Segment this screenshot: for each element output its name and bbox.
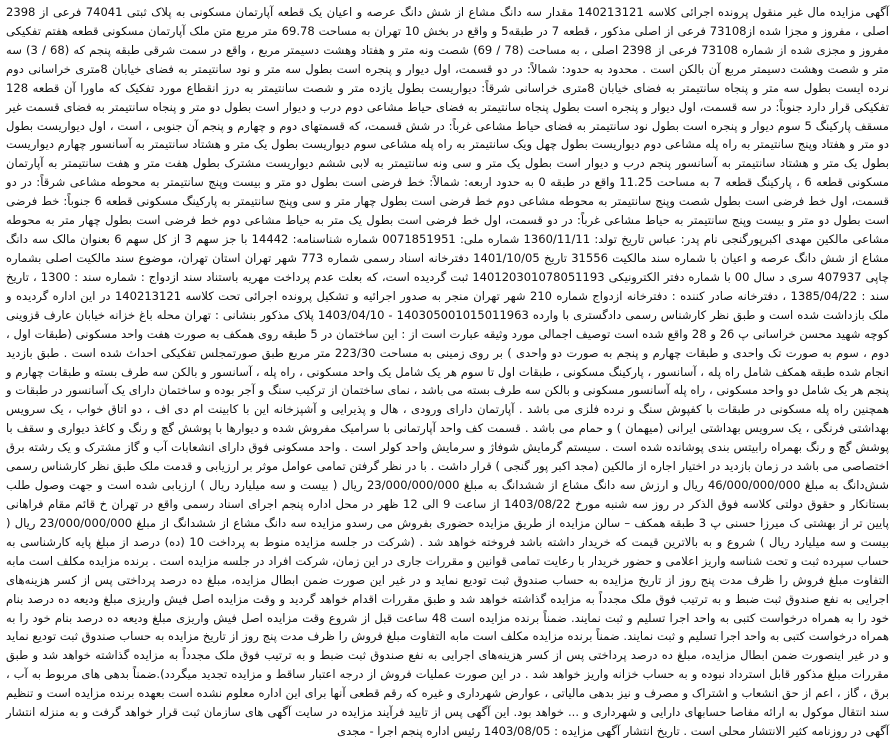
auction-notice-body: آگهی مزایده مال غیر منقول پرونده اجرائی کلاسه 140213121 مقدار سه دانگ مشاع از شش دانگ عرصه و اعیان یک قطعه آپارتمان مسکونی به پلاک ثبتی 74041 فرعی از 2398 اصلی ، مفروز و مجزا شده از73108 فرعی از اصلی مذکور ، قطعه 7 در طبقه5 و واقع در بخش 10 تهران به مساحت 69.78 متر مربع متن ملک آپارتمان مسکونی قطعه هفتم تفکیکی مفروز و مجزی شده از شماره 73108 فرعی از 2398 اصلی ، به مساحت (78 / 69) شصت ونه متر و هفتاد وهشت دسیمتر مربع ، واقع در سمت شرقی طبقه پنجم که (68 / 3) سه متر و شصت وهشت دسیمتر مربع آن بالکن است . محدود به حدود: شمالاً: در دو قسمت، اول دیوار و پنجره است بطول سه متر و نود سانتیمتر به فضای خیابان 8متری خراسانی دوم نرده ایست بطول سه متر و پنجاه سانتیمتر به فضای خیابان 8متری خراسانی شرقاً: دیواریست بطول یازده متر و شصت سانتیمتر به درز انقطاع مورد تفکیک که ماورا آن قطعه 128 تفکیکی قرار دارد جنوباً: در سه قسمت، اول دیوار و پنجره است بطول پنجاه سانتیمتر به فضای حیاط مشاعی دوم درب و دیوار است بطول دو متر و پنجاه سانتیمتر به فضای قسمت غیر مسقف پارکینگ 5 سوم دیوار و پنجره است بطول نود سانتیمتر به فضای حیاط مشاعی غرباً: در شش قسمت، که قسمتهای دوم و چهارم و پنجم آن جنوبی ، است ، اول دیواریست بطول دو متر و هفتاد وپنج سانتیمتر به راه پله مشاعی دوم دیواریست بطول چهل ویک سانتیمتر به راه پله مشاعی سوم دیواریست بطول یک متر و هشتاد سانتیمتر به آسانسور چهارم دیواریست بطول یک متر و هشتاد سانتیمتر به آسانسور پنجم درب و دیوار است بطول یک متر و سی ونه سانتیمتر به لابی ششم دیواریست مشترک بطول هفت متر و هفت سانتیمتر به آپارتمان مسکونی قطعه 6 ، پارکینگ قطعه 7 به مساحت 11.25 واقع در طبقه 0 به حدود اربعه: شمالاً: خط فرضی است بطول دو متر و بیست وپنج سانتیمتر به محوطه مشاعی شرقاً: در دو قسمت، اول خط فرضی است بطول شصت وپنج سانتیمتر به محوطه مشاعی دوم خط فرضی است بطول چهار متر و سی وپنج سانتیمتر به پارکینگ مسکونی قطعه 6 جنوباً: خط فرضی است بطول دو متر و بیست وپنج سانتیمتر به حیاط مشاعی غرباً: در دو قسمت، اول خط فرضی است بطول یک متر به حیاط مشاعی دوم خط فرضی است بطول چهار متر به محوطه مشاعی مالکین مهدی اکبرپورگنجی نام پدر: عباس تاریخ تولد: 1360/11/11 شماره ملی: 0071851951 شماره شناسنامه: 14442 با جز سهم 3 از کل سهم 6 بعنوان مالک سه دانگ مشاع از شش دانگ عرصه و اعیان با شماره سند مالکیت 31556 تاریخ 1401/10/05 دفترخانه اسناد رسمی شماره 773 شهر تهران استان تهران، موضوع سند مالکیت اصلی بشماره چاپی 407937 سری د سال 00 با شماره دفتر الکترونیکی 140120301078051193 ثبت گردیده است، که بعلت عدم پرداخت مهریه باستناد سند ازدواج : شماره سند : 1300 ، تاریخ سند : 1385/04/22 ، دفترخانه صادر کننده : دفترخانه ازدواج شماره 210 شهر تهران منجر به صدور اجرائیه و تشکیل پرونده اجرائی تحت کلاسه 140213121 در این اداره گردیده و ملک بازداشت شده است و طبق نظر کارشناس رسمی دادگستری با وارده 140305001015011963 - 1403/04/10 پلاک مذکور بنشانی : تهران محله باغ خزانه خیابان عارف قزوینی کوچه شهید محسن خراسانی پ 26 و 28 واقع شده است توصیف اجمالی مورد وثیقه عبارت است از : این ساختمان در 5 طبقه روی همکف به صورت هفت واحد مسکونی (طبقات اول ، دوم ، سوم به صورت تک واحدی و طبقات چهارم و پنجم به صورت دو واحدی ) بر روی زمینی به مساحت 223/30 متر مربع طبق صورتمجلس تفکیکی احداث شده است . طبق بازدید انجام شده طبقه همکف شامل راه پله ، آسانسور ، پارکینگ مسکونی ، طبقات اول تا سوم هر یک شامل یک واحد مسکونی ، راه پله ، آسانسور و بالکن سه طرف بسته و طبقات چهارم و پنجم هر یک شامل دو واحد مسکونی ، راه پله آسانسور مسکونی و بالکن سه طرف بسته می باشد ، نمای ساختمان از ترکیب سنگ و آجر بوده و ساختمان دارای یک آسانسور در طبقات و همچنین راه پله مسکونی در طبقات با کفپوش سنگ و نرده فلزی می باشد . آپارتمان دارای ورودی ، هال و پذیرایی و آشپزخانه این با کابینت ام دی اف ، دو اتاق خواب ، یک سرویس بهداشتی فرنگی ، یک سرویس بهداشتی ایرانی (میهمان ) و حمام می باشد . قسمت کف واحد آپارتمانی با سرامیک مفروش شده و دیوارها با پوشش گچ و رنگ و کاغذ دیواری و سقف با پوشش گچ و رنگ بهمراه رابیتس بندی پوشانده شده است . سیستم گرمایش شوفاژ و سرمایش واحد کولر است . واحد مسکونی فوق دارای انشعابات آب و گاز مشترک و یک رشته برق اختصاصی می باشد در زمان بازدید در اختیار اجاره از مالکین (مجد اکبر پور گنجی ) قرار داشت . با در نظر گرفتن تمامی عوامل موثر بر ارزیابی و قدمت ملک طبق نظر کارشناس رسمی شش‌دانگ به مبلغ 46/000/000/000 ریال و ارزش سه دانگ مشاع از ششدانگ به مبلغ 23/000/000/000 ریال ( بیست و سه میلیارد ریال ) ارزیابی شده است و جهت وصول طلب بستانکار و حقوق دولتی کلاسه فوق الذکر در روز سه شنبه مورخ 1403/08/22 از ساعت 9 الی 12 ظهر در محل اداره پنجم اجرای اسناد رسمی واقع در تهران خ قائم مقام فراهانی پایین تر از بهشتی ک میرزا حسنی پ 3 طبقه همکف – سالن مزایده از طریق مزایده حضوری بفروش می رسدو مزایده سه دانگ مشاع از ششدانگ از مبلغ 23/000/000/000 ریال ( بیست و سه میلیارد ریال ) شروع و به بالاترین قیمت که خریدار داشته باشد فروخته خواهد شد . (شرکت در جلسه مزایده منوط به پرداخت 10 (ده) درصد از مبلغ پایه کارشناسی به حساب سپرده ثبت و تحت شناسه واریز اعلامی و حضور خریدار با رعایت تمامی قوانین و مقررات جاری در این زمان، شرکت افراد در جلسه مزایده است . برنده مزایده مکلف است مابه التفاوت مبلغ فروش را ظرف مدت پنج روز از تاریخ مزایده به حساب صندوق ثبت تودیع نماید و در غیر این صورت ضمن ابطال مزایده، مبلغ ده درصد پرداختی پس از کسر هزینه‌های اجرایی به نفع صندوق ثبت ضبط و به ترتیب فوق ملک مجدداً به مزایده گذاشته خواهد شد و طبق مقررات اقدام خواهد گردید و وقت مزایده اصل فیش واریزی مبلغ ودیعه ده درصد بنام خود را به همراه درخواست کتبی به واحد اجرا تسلیم و ثبت نمایند. ضمناً برنده مزایده است 48 ساعت قبل از شروع وقت مزایده اصل فیش واریزی مبلغ ودیعه ده درصد بنام خود را به همراه درخواست کتبی به واحد اجرا تسلیم و ثبت نمایند. ضمناً برنده مزایده مکلف است مابه التفاوت مبلغ فروش را ظرف مدت پنج روز از تاریخ مزایده به حساب صندوق ثبت تودیع نماید و در غیر اینصورت ضمن ابطال مزایده، مبلغ ده درصد پرداختی پس از کسر هزینه‌های اجرایی به نفع صندوق ثبت ضبط و به ترتیب فوق ملک مجدداً به مزایده گذاشته خواهد شد و طبق مقررات مبلغ مذکور قابل استرداد نبوده و به حساب خزانه واریز خواهد شد . در این صورت عملیات فروش از درجه اعتبار ساقط و مزایده تجدید میگردد).ضمناً بدهی های مربوط به آب ، برق ، گاز ، اعم از حق انشعاب و اشتراک و مصرف و نیز بدهی مالیاتی ، عوارض شهرداری و غیره که رقم قطعی آنها برای این اداره معلوم نشده است بعهده برنده مزایده است و تنظیم سند انتقال موکول به ارائه مفاصا حسابهای دارایی و شهرداری و ... خواهد بود. این آگهی پس از تایید فرآیند مزایده در سایت آگهی های سازمان ثبت قرار خواهد گرفت و به منزله انتشار آگهی در روزنامه کثیر الانتشار محلی است . تاریخ انتشار آگهی مزایده : 1403/08/05 رئیس اداره پنجم اجرا - مجدی (6, 5, 890, 739)
